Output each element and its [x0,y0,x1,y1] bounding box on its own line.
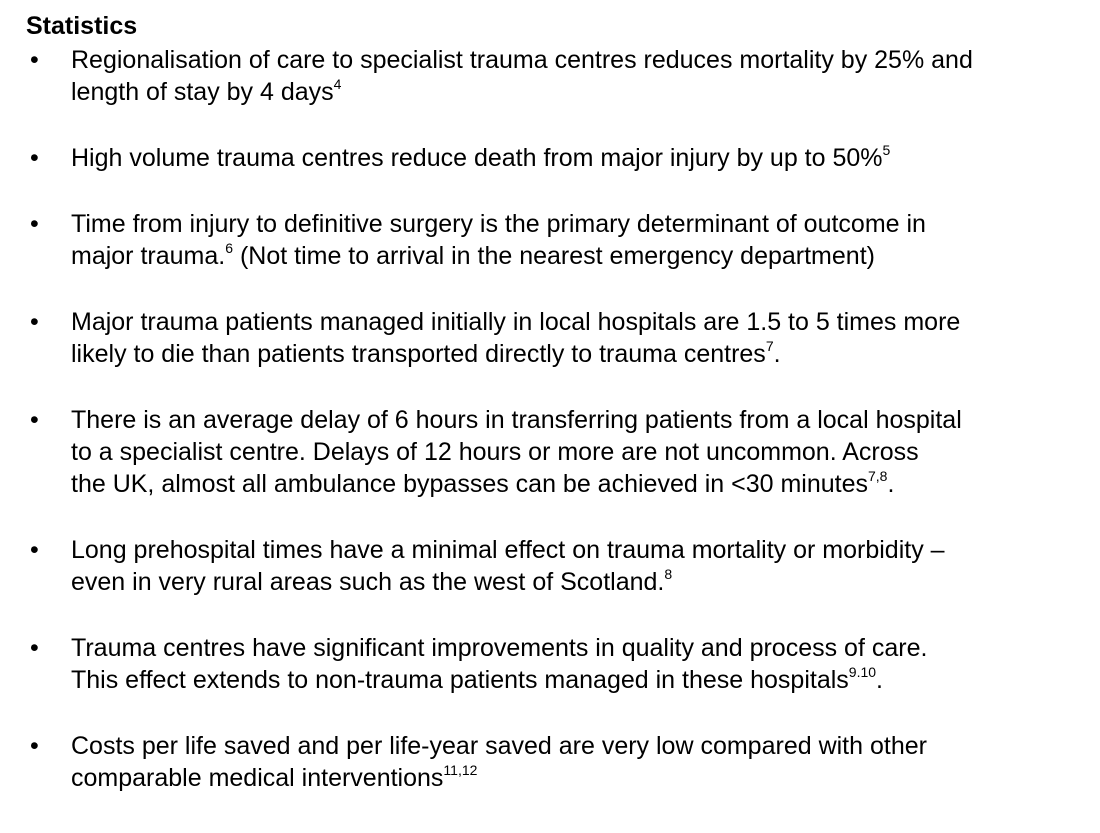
reference-superscript: 11,12 [443,762,478,778]
item-text: (Not time to arrival in the nearest emergency department) [233,242,875,270]
item-text-line: There is an average delay of 6 hours in transferring patients from a local hospital [71,406,962,434]
item-text-line [71,338,1094,370]
list-item [26,730,1094,794]
item-text: comparable medical interventions [71,764,444,792]
item-text-line [71,468,1094,500]
bullet-icon: • [30,210,39,238]
reference-superscript: 9.10 [848,664,877,680]
reference-superscript: 5 [882,142,891,158]
item-text: major trauma. [71,242,226,270]
bullet-icon: • [30,634,39,662]
list-item [26,534,1094,598]
item-text: . [773,340,781,368]
item-text: . [887,470,895,498]
bullet-icon: • [30,536,39,564]
item-text-line: Time from injury to definitive surgery is the primary determinant of outcome in [71,210,926,238]
item-text-line [71,76,1094,108]
item-text-line: Trauma centres have significant improvements in quality and process of care. [71,634,928,662]
item-text-line: to a specialist centre. Delays of 12 hours or more are not uncommon. Across [71,438,919,466]
bullet-icon: • [30,308,39,336]
reference-superscript: 8 [664,566,673,582]
item-text-line [71,142,1094,174]
item-text: the UK, almost all ambulance bypasses can be achieved in <30 minutes [71,470,868,498]
section-heading: Statistics [26,12,138,40]
item-text-line: Long prehospital times have a minimal effect on trauma mortality or morbidity – [71,536,945,564]
reference-superscript: 6 [225,240,234,256]
item-text-line [71,762,1094,794]
list-item [26,208,1094,272]
item-text-line: Regionalisation of care to specialist trauma centres reduces mortality by 25% and [71,46,973,74]
reference-superscript: 7,8 [868,468,888,484]
item-text-line [71,566,1094,598]
bullet-icon: • [30,144,39,172]
item-text: . [876,666,883,694]
item-text: likely to die than patients transported directly to trauma centres [71,340,766,368]
item-text: This effect extends to non-trauma patients managed in these hospitals [71,666,849,694]
item-text-line: Costs per life saved and per life-year saved are very low compared with other [71,732,927,760]
item-text: High volume trauma centres reduce death from major injury by up to 50% [71,144,883,172]
list-item [26,142,1094,174]
item-text: length of stay by 4 days [71,78,334,106]
item-text-line [71,240,1094,272]
list-item [26,306,1094,370]
bullet-icon: • [30,732,39,760]
item-text-line [71,664,1094,696]
bullet-icon: • [30,406,39,434]
reference-superscript: 7 [765,338,774,354]
statistics-list [26,44,1094,828]
list-item [26,632,1094,696]
reference-superscript: 4 [333,76,342,92]
bullet-icon: • [30,46,39,74]
item-text-line: Major trauma patients managed initially in local hospitals are 1.5 to 5 times more [71,308,961,336]
list-item [26,44,1094,108]
list-item [26,404,1094,500]
item-text: even in very rural areas such as the west of Scotland. [71,568,665,596]
